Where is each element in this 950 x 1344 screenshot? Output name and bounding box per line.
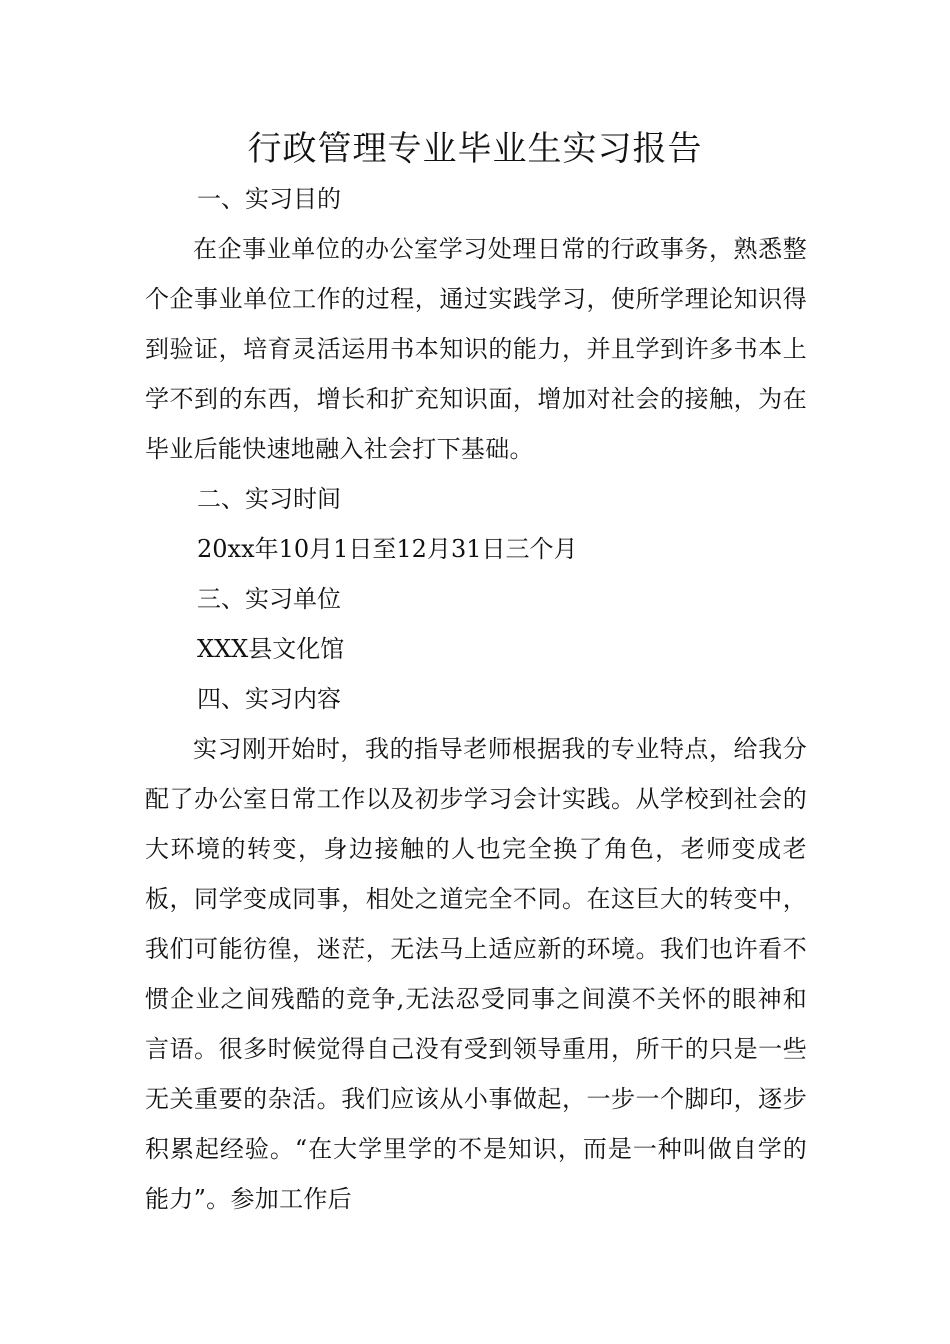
section-text-time: 20xx年10月1日至12月31日三个月 <box>197 535 578 563</box>
section-heading-unit: 三、实习单位 <box>197 585 341 613</box>
section-heading-purpose: 一、实习目的 <box>197 185 341 213</box>
document-body <box>145 174 807 1224</box>
section-text-unit: XXX县文化馆 <box>197 635 345 663</box>
section-heading-content: 四、实习内容 <box>197 685 341 713</box>
section-heading-time: 二、实习时间 <box>197 485 341 513</box>
section-paragraph-purpose: 在企事业单位的办公室学习处理日常的行政事务，熟悉整个企事业单位工作的过程，通过实践学习，使所学理论知识得到验证，培育灵活运用书本知识的能力，并且学到许多书本上学不到的东西，增长和扩充知识面，增加对社会的接触，为在毕业后能快速地融入社会打下基础。 <box>145 235 807 463</box>
document-title: 行政管理专业毕业生实习报告 <box>247 129 703 169</box>
section-paragraph-content: 实习刚开始时，我的指导老师根据我的专业特点，给我分配了办公室日常工作以及初步学习会计实践。从学校到社会的大环境的转变，身边接触的人也完全换了角色，老师变成老板，同学变成同事，相处之道完全不同。在这巨大的转变中，我们可能彷徨，迷茫，无法马上适应新的环境。我们也许看不惯企业之间残酷的竞争,无法忍受同事之间漠不关怀的眼神和言语。很多时候觉得自己没有受到领导重用，所干的只是一些无关重要的杂活。我们应该从小事做起，一步一个脚印，逐步积累起经验。“在大学里学的不是知识，而是一种叫做自学的能力”。参加工作后 <box>145 735 807 1213</box>
